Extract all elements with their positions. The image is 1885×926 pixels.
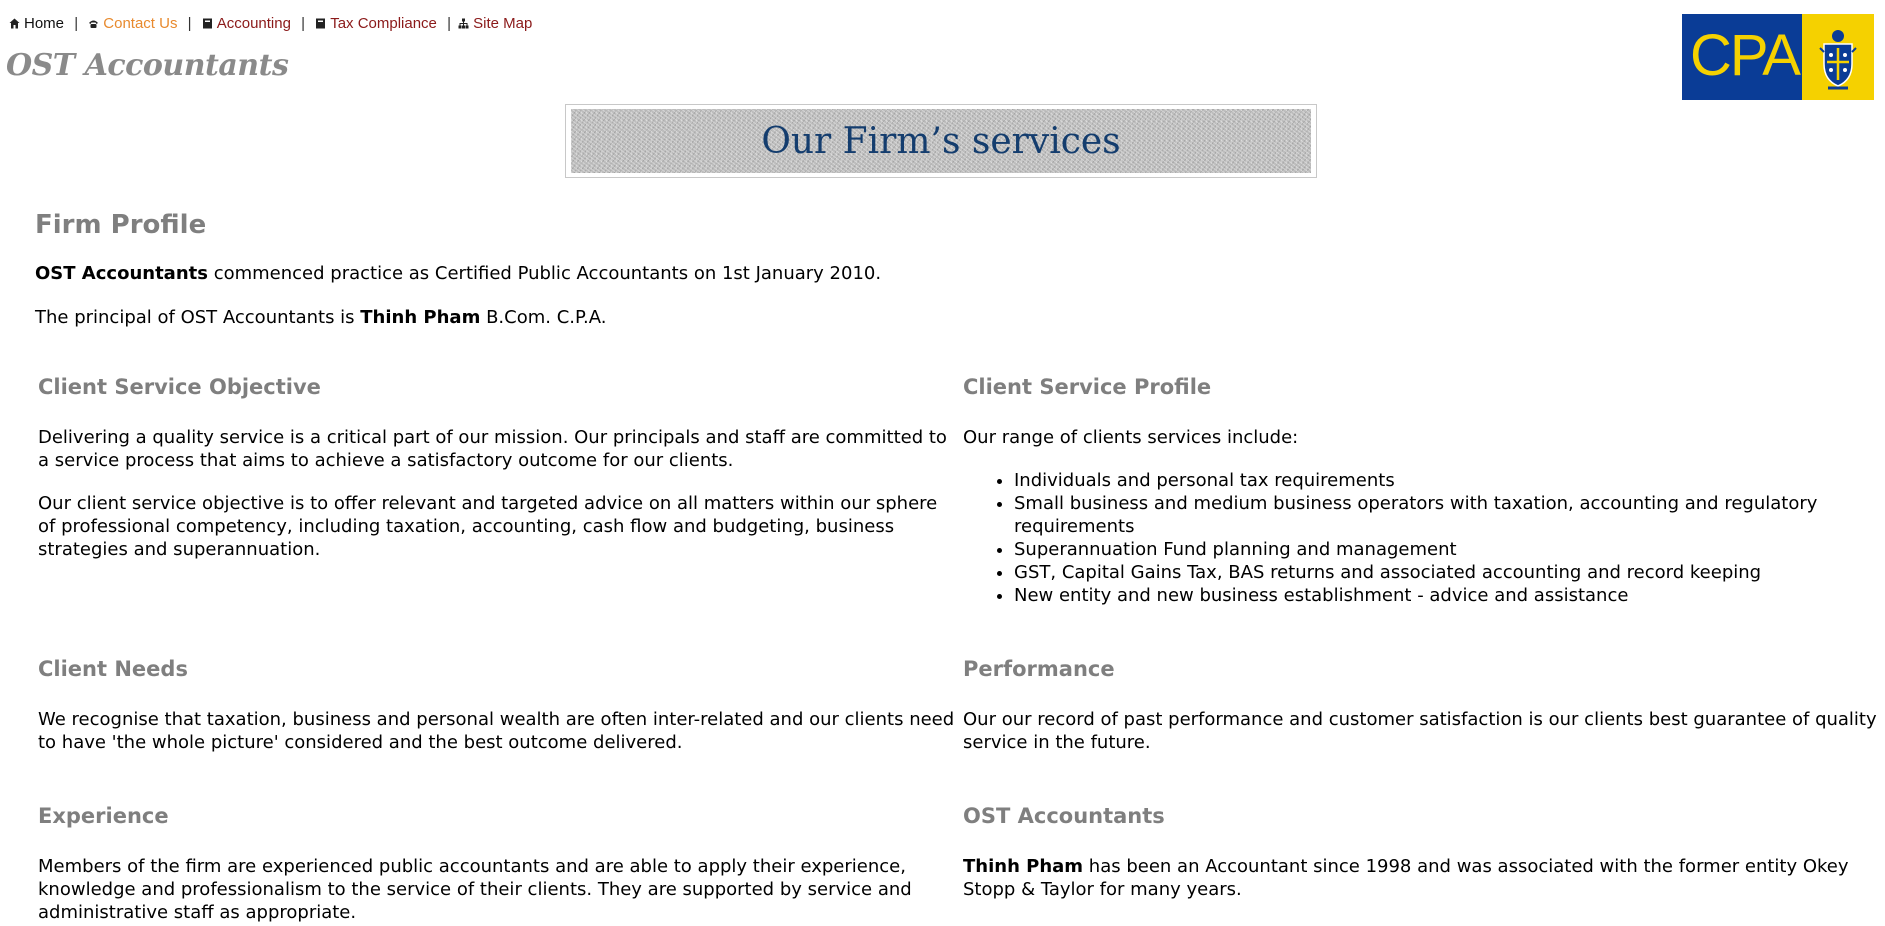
nav-sitemap-label: Site Map <box>473 15 533 32</box>
firm-principal-text <box>35 306 606 329</box>
nav-separator: | <box>187 15 192 32</box>
ost-paragraph <box>963 855 1853 901</box>
experience-heading: Experience <box>38 804 169 828</box>
performance-body <box>963 708 1883 754</box>
top-navigation <box>9 15 532 33</box>
nav-sitemap-link[interactable] <box>458 15 532 33</box>
ost-principal-name: Thinh Pham <box>963 856 1084 877</box>
nav-contact-link[interactable] <box>88 15 177 33</box>
banner-title: Our Firm’s services <box>761 120 1121 162</box>
cpa-logo[interactable] <box>1682 14 1874 100</box>
crest-icon <box>1802 14 1874 100</box>
objective-paragraph-2: Our client service objective is to offer relevant and targeted advice on all matters within our sphere of professional competency, including taxation, accounting, cash flow and budgeting, business strategies and superannuation. <box>38 493 938 560</box>
firm-name-strong: OST Accountants <box>35 263 208 284</box>
principal-credentials: B.Com. C.P.A. <box>480 307 607 328</box>
firm-profile-heading: Firm Profile <box>35 210 207 240</box>
nav-accounting-link[interactable] <box>202 15 291 33</box>
services-banner-frame <box>565 104 1317 178</box>
objective-paragraph-1: Delivering a quality service is a critical part of our mission. Our principals and staff are committed to a service process that aims to achieve a satisfactory outcome for our clients. <box>38 427 947 471</box>
home-icon <box>9 18 20 29</box>
nav-separator: | <box>301 15 306 32</box>
nav-separator: | <box>74 15 79 32</box>
list-item: • Individuals and personal tax requirements <box>1014 469 1883 492</box>
site-title: OST Accountants <box>6 48 289 83</box>
services-banner <box>571 109 1311 173</box>
client-service-objective-body <box>38 426 958 561</box>
list-item: • New entity and new business establishment - advice and assistance <box>1014 584 1883 607</box>
cpa-crest-panel <box>1802 14 1874 100</box>
client-needs-body <box>38 708 958 754</box>
needs-paragraph: We recognise that taxation, business and personal wealth are often inter-related and our clients need to have 'the whole picture' considered and the best outcome delivered. <box>38 709 955 753</box>
nav-home-link[interactable] <box>9 15 64 33</box>
principal-name: Thinh Pham <box>360 307 481 328</box>
client-service-profile-heading: Client Service Profile <box>963 375 1212 399</box>
list-item: • GST, Capital Gains Tax, BAS returns and associated accounting and record keeping <box>1014 561 1883 584</box>
services-list <box>963 469 1883 607</box>
nav-home-label: Home <box>24 15 65 32</box>
experience-body <box>38 855 938 924</box>
ost-accountants-body <box>963 855 1853 901</box>
sitemap-icon <box>458 18 469 29</box>
ost-accountants-heading: OST Accountants <box>963 804 1165 828</box>
book-icon <box>202 18 213 29</box>
performance-heading: Performance <box>963 657 1115 681</box>
list-item: • Small business and medium business operators with taxation, accounting and regulatory requirements <box>1014 492 1883 538</box>
experience-paragraph: Members of the firm are experienced public accountants and are able to apply their experience, knowledge and professionalism to the service of their clients. They are supported by service and administrative staff as appropriate. <box>38 856 912 923</box>
list-item: • Superannuation Fund planning and management <box>1014 538 1883 561</box>
client-service-profile-body <box>963 426 1883 607</box>
performance-paragraph: Our our record of past performance and customer satisfaction is our clients best guarantee of quality service in the future. <box>963 709 1877 753</box>
ost-paragraph-text: has been an Accountant since 1998 and was associated with the former entity Okey Stopp & Taylor for many years. <box>963 856 1849 900</box>
client-needs-heading: Client Needs <box>38 657 188 681</box>
firm-profile-intro-text: commenced practice as Certified Public Accountants on 1st January 2010. <box>207 263 882 284</box>
firm-profile-intro <box>35 262 881 285</box>
book-icon <box>315 18 326 29</box>
nav-contact-label: Contact Us <box>103 15 178 32</box>
nav-separator: | <box>447 15 451 32</box>
nav-tax-label: Tax Compliance <box>330 15 437 32</box>
client-service-objective-heading: Client Service Objective <box>38 375 321 399</box>
phone-icon <box>88 18 99 29</box>
principal-prefix: The principal of OST Accountants is <box>35 307 361 328</box>
profile-intro: Our range of clients services include: <box>963 427 1299 448</box>
nav-tax-compliance-link[interactable] <box>315 15 437 33</box>
nav-accounting-label: Accounting <box>216 15 291 32</box>
cpa-logo-text: CPA <box>1690 23 1799 88</box>
